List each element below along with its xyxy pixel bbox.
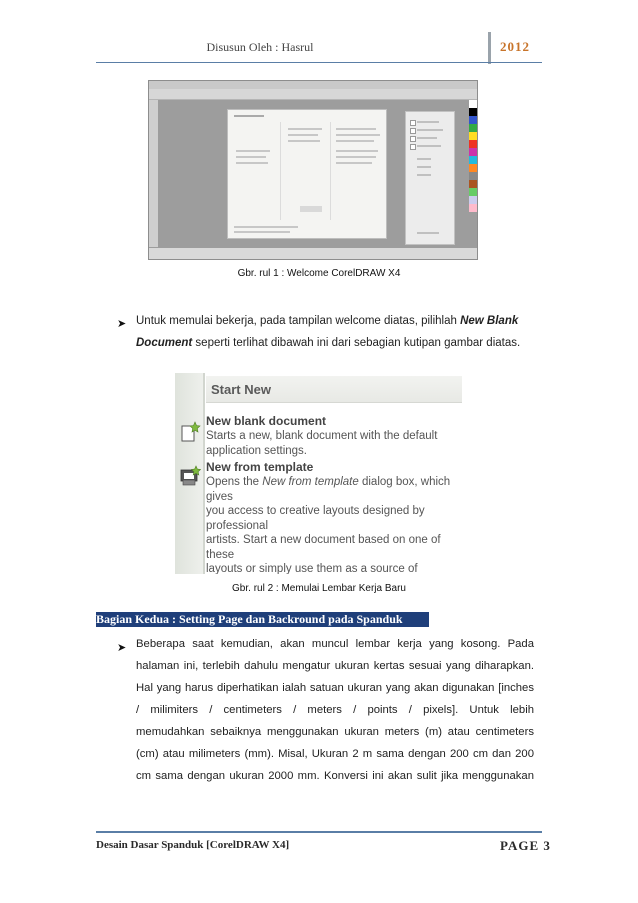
- docker-panel: [405, 111, 455, 245]
- bullet2-line: / milimiters / centimeters / meters / points / pixels]. Untuk lebih: [136, 704, 534, 716]
- header-year: 2012: [500, 39, 530, 54]
- page-number: PAGE 3: [500, 838, 551, 853]
- app-toolbox: [149, 100, 158, 247]
- arrow-bullet-icon: ➤: [117, 318, 127, 330]
- bullet2-line: (cm) atau milimeters (mm). Misal, Ukuran 2 m sama dengan 200 cm dan 200: [136, 748, 534, 760]
- bullet1-line: Untuk memulai bekerja, pada tampilan welcome diatas, pilihlah New Blank: [136, 315, 519, 327]
- footer-rule: [96, 831, 542, 833]
- welcome-screen-screenshot: [148, 80, 478, 260]
- footer-title: Desain Dasar Spanduk [CorelDRAW X4]: [96, 839, 290, 851]
- arrow-bullet-icon: ➤: [117, 642, 127, 654]
- new-blank-document-description: Starts a new, blank document with the default application settings.: [206, 430, 438, 457]
- color-palette: [469, 100, 477, 247]
- section-heading: Bagian Kedua : Setting Page dan Backround pada Spanduk: [96, 612, 429, 627]
- bullet1-line: Document seperti terlihat dibawah ini dari sebagian kutipan gambar diatas.: [136, 337, 521, 349]
- bullet2-paragraph: [136, 633, 534, 787]
- header-rule: [96, 62, 542, 63]
- bullet2-line: Hal yang harus diperhatikan ialah satuan ukuran yang akan digunakan [inches: [136, 682, 534, 694]
- figure2-caption: Gbr. rul 2 : Memulai Lembar Kerja Baru: [232, 583, 406, 594]
- app-menubar: [149, 81, 477, 89]
- bullet2-line: memudahkan sebaiknya menggunakan ukuran meters (m) atau centimeters: [136, 726, 534, 738]
- welcome-dialog: [227, 109, 387, 239]
- start-new-screenshot: [175, 373, 462, 574]
- new-from-template-description: Opens the New from template dialog box, which gives you access to creative layouts designed by professional artists. Start a new document based on one of these layouts or simply use them as a source of: [206, 476, 451, 574]
- start-new-title: Start New: [211, 382, 271, 397]
- bullet2-line: Beberapa saat kemudian, akan muncul lembar kerja yang kosong. Pada: [136, 638, 534, 650]
- figure1-caption: Gbr. rul 1 : Welcome CorelDRAW X4: [237, 268, 401, 279]
- new-blank-document-title: New blank document: [206, 414, 327, 428]
- new-blank-document-icon: [179, 421, 201, 443]
- bullet2-line: halaman ini, terlebih dahulu mengatur ukuran kertas sesuai yang diharapkan.: [136, 660, 534, 672]
- app-toolbar: [149, 89, 477, 100]
- app-statusbar: [149, 248, 477, 259]
- header-separator: [488, 32, 491, 64]
- header-author: Disusun Oleh : Hasrul: [206, 40, 314, 54]
- new-from-template-icon: [179, 465, 201, 487]
- bullet1-paragraph: [136, 310, 534, 354]
- bullet2-line: cm sama dengan ukuran 2000 mm. Konversi ini akan sulit jika menggunakan: [136, 770, 534, 782]
- new-from-template-title: New from template: [206, 460, 314, 474]
